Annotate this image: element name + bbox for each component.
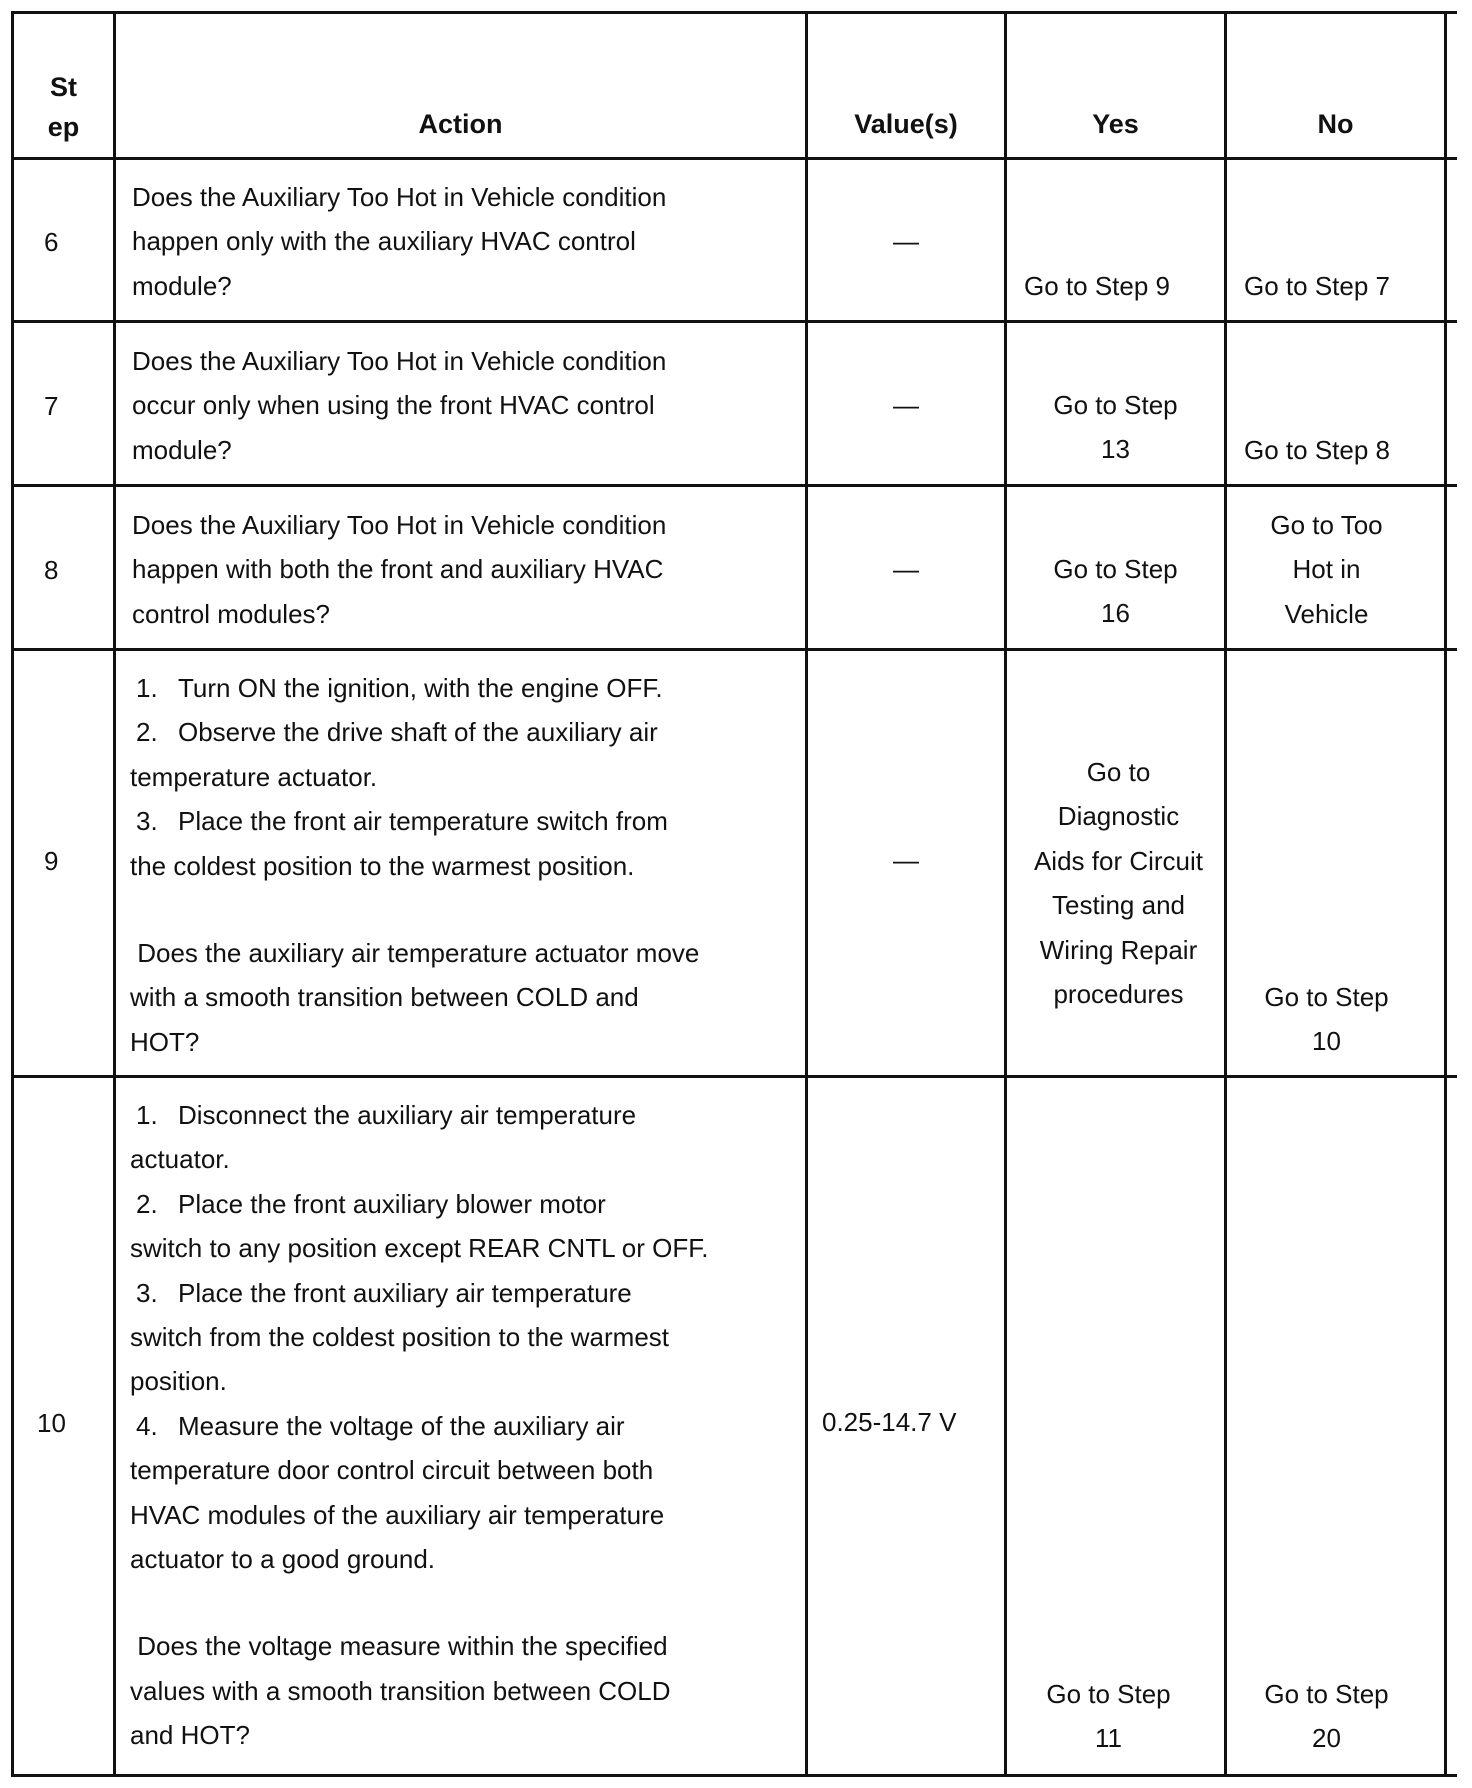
step-text: Disconnect the auxiliary air temperature (178, 1100, 637, 1130)
value-cell: 0.25-14.7 V (822, 1407, 957, 1437)
column-divider (113, 12, 116, 1777)
header-divider (11, 157, 1457, 160)
action-step (130, 1182, 708, 1226)
step-text: position. (130, 1366, 227, 1397)
header-step-line1: St (50, 72, 77, 102)
no-cell (1218, 975, 1435, 1064)
action-line: control modules? (132, 598, 330, 629)
action-cell (130, 1093, 708, 1758)
yes-cell (1007, 383, 1224, 472)
value-cell: — (893, 845, 919, 875)
step-index: 1. (136, 1100, 158, 1130)
yes-cell (1000, 1672, 1217, 1761)
value-cell: — (893, 226, 919, 256)
step-text: the coldest position to the warmest position. (130, 850, 635, 881)
step-text: Observe the drive shaft of the auxiliary air (178, 717, 658, 748)
step-number: 8 (44, 555, 59, 585)
value-cell: — (893, 390, 919, 420)
action-line: Does the Auxiliary Too Hot in Vehicle condition (132, 346, 667, 376)
header-action: Action (418, 109, 503, 139)
table-border-left (11, 12, 14, 1777)
action-question: Does the voltage measure within the specified (130, 1631, 668, 1662)
action-step (130, 1404, 708, 1448)
yes-line: 16 (1101, 598, 1130, 629)
action-step (130, 666, 699, 710)
no-line: Go to Step (1264, 982, 1389, 1012)
action-question: and HOT? (130, 1720, 250, 1751)
no-line: Vehicle (1284, 598, 1369, 629)
action-cell (132, 339, 666, 472)
yes-line: Testing and (1052, 890, 1185, 921)
no-cell (1218, 1672, 1435, 1761)
header-step (14, 67, 113, 147)
row-divider (11, 320, 1457, 323)
step-text: temperature door control circuit between both (130, 1455, 654, 1486)
row-divider (11, 484, 1457, 487)
row-divider (11, 648, 1457, 651)
yes-cell: Go to Step 9 (1024, 271, 1170, 301)
value-cell: — (893, 554, 919, 584)
action-line: happen only with the auxiliary HVAC control (132, 226, 636, 257)
row-divider (11, 1075, 1457, 1078)
step-number: 7 (44, 391, 59, 421)
yes-cell (1007, 547, 1224, 636)
action-question: HOT? (130, 1026, 200, 1057)
header-step-line2: ep (47, 112, 80, 142)
column-divider (1004, 12, 1007, 1777)
yes-line: Diagnostic (1057, 801, 1180, 832)
step-index: 4. (136, 1410, 158, 1441)
step-text: Place the front auxiliary blower motor (178, 1188, 606, 1219)
header-values: Value(s) (854, 109, 958, 139)
step-text: switch to any position except REAR CNTL or OFF. (130, 1233, 709, 1264)
action-cell (132, 175, 666, 308)
action-question: values with a smooth transition between COLD (130, 1675, 671, 1706)
step-text: Measure the voltage of the auxiliary air (178, 1410, 625, 1441)
step-index: 2. (136, 717, 158, 748)
step-text: Turn ON the ignition, with the engine OFF. (178, 673, 663, 703)
no-line: Go to Step (1264, 1679, 1389, 1709)
table-border-right (1444, 12, 1447, 1777)
yes-line: Go to Step (1053, 390, 1178, 420)
yes-line: Go to Step (1046, 1679, 1171, 1709)
step-text: Place the front air temperature switch from (178, 806, 668, 837)
no-line: 20 (1312, 1723, 1341, 1754)
step-text: temperature actuator. (130, 761, 378, 792)
action-step (130, 799, 699, 843)
action-question: Does the auxiliary air temperature actuator move (130, 938, 700, 969)
header-no: No (1317, 109, 1354, 139)
step-index: 1. (136, 673, 158, 703)
yes-line: Go to (1086, 757, 1151, 787)
no-line: Go to Too (1270, 510, 1383, 540)
step-text: switch from the coldest position to the warmest (130, 1322, 670, 1353)
yes-line: Aids for Circuit (1033, 845, 1204, 876)
action-line: Does the Auxiliary Too Hot in Vehicle condition (132, 182, 667, 212)
action-cell (130, 666, 699, 1064)
action-line: Does the Auxiliary Too Hot in Vehicle condition (132, 510, 667, 540)
no-cell (1218, 503, 1435, 636)
no-cell: Go to Step 7 (1244, 271, 1390, 301)
step-number: 10 (37, 1408, 66, 1438)
action-line: occur only when using the front HVAC control (132, 390, 655, 421)
step-text: Place the front auxiliary air temperature (178, 1277, 632, 1308)
yes-line: 13 (1101, 434, 1130, 465)
step-index: 2. (136, 1188, 158, 1219)
yes-cell (1010, 750, 1227, 1016)
action-step (130, 1093, 708, 1137)
yes-line: 11 (1095, 1723, 1122, 1754)
action-line: happen with both the front and auxiliary HVAC (132, 554, 664, 585)
header-yes: Yes (1092, 109, 1139, 139)
yes-line: procedures (1053, 979, 1184, 1010)
no-line: 10 (1312, 1026, 1341, 1057)
column-divider (805, 12, 808, 1777)
step-number: 6 (44, 227, 59, 257)
action-question: with a smooth transition between COLD and (130, 982, 639, 1013)
step-number: 9 (44, 846, 59, 876)
step-text: actuator. (130, 1144, 230, 1175)
action-line: module? (132, 270, 232, 301)
step-index: 3. (136, 806, 158, 837)
action-line: module? (132, 434, 232, 465)
action-cell (132, 503, 666, 636)
table-border-top (11, 11, 1457, 14)
step-text: actuator to a good ground. (130, 1544, 436, 1575)
step-text: HVAC modules of the auxiliary air temperature (130, 1499, 665, 1530)
table-border-bottom (11, 1774, 1457, 1777)
no-line: Hot in (1292, 554, 1361, 585)
yes-line: Wiring Repair (1039, 934, 1198, 965)
yes-line: Go to Step (1053, 554, 1178, 584)
action-step (130, 710, 699, 754)
action-step (130, 1271, 708, 1315)
step-index: 3. (136, 1277, 158, 1308)
no-cell: Go to Step 8 (1244, 435, 1390, 465)
